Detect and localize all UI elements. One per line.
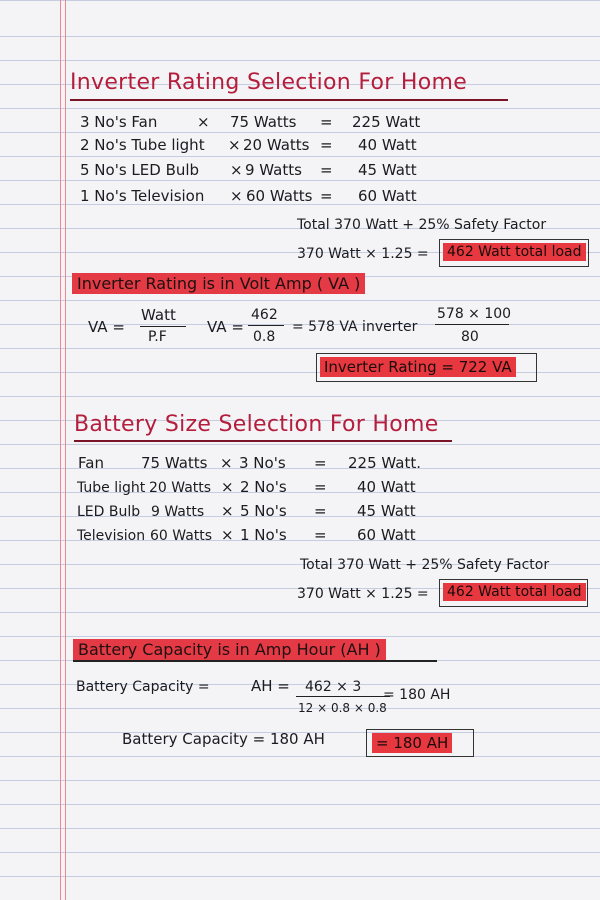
- row-rate: 75 Watts: [230, 113, 297, 131]
- row-item: 2 No's Tube light: [80, 136, 205, 154]
- row-op: ×: [221, 502, 234, 520]
- va-numerator: Watt: [141, 306, 176, 324]
- inverter-title: Inverter Rating Selection For Home: [70, 70, 468, 95]
- row-eq: =: [314, 454, 327, 472]
- row-item: 1 No's Television: [80, 187, 205, 205]
- row-op: ×: [228, 136, 241, 154]
- margin-line-2: [65, 0, 66, 900]
- row-result: 45 Watt: [357, 502, 416, 520]
- row-rate: 75 Watts: [141, 454, 208, 472]
- va-heading: Inverter Rating is in Volt Amp ( VA ): [72, 273, 365, 294]
- ah-heading-underline: [73, 660, 437, 662]
- row-rate: 9 Watts: [151, 504, 205, 520]
- row-item: Tube light: [77, 480, 146, 496]
- row-op: ×: [220, 454, 233, 472]
- row-rate: 9 Watts: [245, 161, 302, 179]
- inverter-load: 462 Watt total load: [443, 243, 586, 261]
- row-rate: 60 Watts: [246, 187, 313, 205]
- row-op: ×: [230, 187, 243, 205]
- row-result: 225 Watt.: [348, 454, 421, 472]
- ah-result: = 180 AH: [383, 687, 451, 703]
- ah-lhs: AH =: [251, 677, 290, 695]
- va-denominator-3: 80: [461, 329, 479, 345]
- inverter-total: Total 370 Watt + 25% Safety Factor: [297, 217, 547, 233]
- inverter-calc: 370 Watt × 1.25 =: [297, 246, 429, 262]
- va-fraction-bar-2: [248, 325, 284, 326]
- va-lhs: VA =: [88, 318, 125, 336]
- battery-total: Total 370 Watt + 25% Safety Factor: [300, 557, 550, 573]
- va-fraction-bar-3: [435, 324, 509, 325]
- final-capacity: Battery Capacity = 180 AH: [122, 730, 325, 748]
- row-result: 40 Watt: [357, 478, 416, 496]
- row-eq: =: [320, 161, 333, 179]
- final-capacity-value: = 180 AH: [372, 733, 452, 753]
- row-item: Fan: [78, 454, 104, 472]
- row-qty: 3 No's: [239, 454, 286, 472]
- row-qty: 5 No's: [240, 502, 287, 520]
- va-denominator: P.F: [148, 329, 167, 345]
- row-eq: =: [320, 113, 333, 131]
- ah-numerator: 462 × 3: [305, 679, 362, 695]
- row-result: 40 Watt: [358, 136, 417, 154]
- ah-heading: Battery Capacity is in Amp Hour (AH ): [73, 639, 386, 660]
- battery-title: Battery Size Selection For Home: [74, 412, 439, 437]
- inverter-rating: Inverter Rating = 722 VA: [320, 357, 516, 377]
- battery-load: 462 Watt total load: [443, 583, 586, 601]
- row-eq: =: [314, 526, 327, 544]
- va-numerator-2: 462: [251, 307, 278, 323]
- row-rate: 20 Watts: [149, 480, 212, 496]
- margin-line-1: [60, 0, 61, 900]
- row-eq: =: [314, 502, 327, 520]
- row-item: 5 No's LED Bulb: [80, 161, 200, 179]
- row-op: ×: [221, 526, 234, 544]
- row-rate: 60 Watts: [150, 528, 213, 544]
- row-eq: =: [320, 187, 333, 205]
- row-qty: 2 No's: [240, 478, 287, 496]
- row-result: 60 Watt: [357, 526, 416, 544]
- va-lhs-2: VA =: [207, 318, 244, 336]
- row-qty: 1 No's: [240, 526, 287, 544]
- row-op: ×: [230, 161, 243, 179]
- row-item: LED Bulb: [77, 504, 141, 520]
- battery-title-underline: [74, 440, 452, 442]
- inverter-title-underline: [70, 99, 508, 101]
- row-result: 60 Watt: [358, 187, 417, 205]
- battery-calc: 370 Watt × 1.25 =: [297, 586, 429, 602]
- row-result: 225 Watt: [352, 113, 421, 131]
- row-result: 45 Watt: [358, 161, 417, 179]
- row-eq: =: [320, 136, 333, 154]
- va-result: = 578 VA inverter: [292, 319, 418, 335]
- row-item: 3 No's Fan: [80, 113, 158, 131]
- row-op: ×: [221, 478, 234, 496]
- va-numerator-3: 578 × 100: [437, 306, 512, 322]
- capacity-lhs: Battery Capacity =: [76, 679, 210, 695]
- row-eq: =: [314, 478, 327, 496]
- ah-fraction-bar: [296, 696, 390, 697]
- row-item: Television: [77, 528, 146, 544]
- ah-denominator: 12 × 0.8 × 0.8: [298, 701, 387, 715]
- row-op: ×: [197, 113, 210, 131]
- row-rate: 20 Watts: [243, 136, 310, 154]
- va-denominator-2: 0.8: [253, 329, 276, 345]
